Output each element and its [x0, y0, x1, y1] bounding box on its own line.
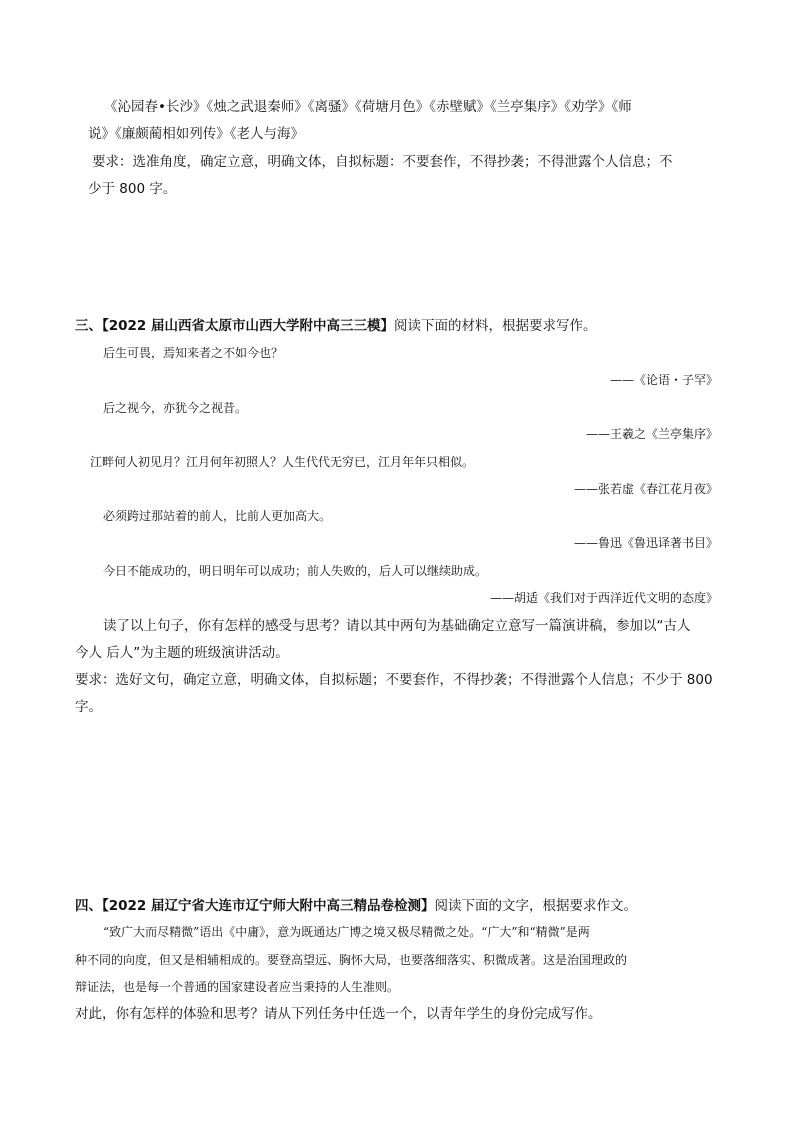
quote-4-attribution: ——鲁迅《鲁迅译著书目》 — [573, 536, 718, 550]
quote-1-text: 后生可畏，焉知来者之不如今也？ — [103, 346, 284, 360]
requirement-line-1: 要求：选准角度，确定立意，明确文体，自拟标题：不要套作，不得抄袭；不得泄露个人信息；不 — [92, 154, 673, 170]
quote-5-text: 今日不能成功的，明日明年可以成功；前人失败的，后人可以继续助成。 — [103, 564, 488, 578]
question-3-header — [75, 316, 597, 336]
question-3-instruction: 阅读下面的材料，根据要求写作。 — [394, 318, 597, 334]
question-4-material-line-1: “致广大而尽精微”语出《中庸》，意为既通达广博之境又极尽精微之处。“广大”和“精微”是两 — [103, 925, 590, 939]
question-4-number: 四、 — [75, 898, 102, 914]
reading-list-line-1: 《沁园春•长沙》《烛之武退秦师》《离骚》《荷塘月色》《赤壁赋》《兰亭集序》《劝学》《师 — [104, 99, 632, 115]
quote-3-text: 江畔何人初见月？江月何年初照人？人生代代无穷已，江月年年只相似。 — [90, 455, 475, 469]
question-3-number: 三、 — [75, 318, 102, 334]
quote-1-attribution: ——《论语・子罕》 — [609, 373, 718, 387]
question-4-instruction: 阅读下面的文字，根据要求作文。 — [434, 898, 638, 914]
quote-4-text: 必须跨过那站着的前人，比前人更加高大。 — [103, 509, 332, 523]
question-3-task-line-1: 读了以上句子，你有怎样的感受与思考？请以其中两句为基础确定立意写一篇演讲稿，参加以“古人 — [103, 618, 691, 634]
question-4-material-line-2: 种不同的向度，但又是相辅相成的。要登高望远、胸怀大局，也要落细落实、积微成著。这是治国理政的 — [75, 953, 628, 967]
quote-2-attribution: ——王羲之《兰亭集序》 — [585, 427, 718, 441]
quote-2-text: 后之视今，亦犹今之视昔。 — [103, 401, 248, 415]
question-4-source: 【2022 届辽宁省大连市辽宁师大附中高三精品卷检测】 — [102, 898, 435, 914]
reading-list-line-2: 说》《廉颇蔺相如列传》《老人与海》 — [88, 126, 304, 142]
question-4-material-line-3: 辩证法，也是每一个普通的国家建设者应当秉持的人生准则。 — [75, 980, 400, 994]
requirement-line-2: 少于 800 字。 — [88, 181, 177, 197]
question-3-task-line-2: 今人 后人”为主题的班级演讲活动。 — [75, 645, 289, 661]
question-4-header — [75, 896, 637, 916]
quote-3-attribution: ——张若虚《春江花月夜》 — [573, 482, 718, 496]
question-4-task-line: 对此，你有怎样的体验和思考？请从下列任务中任选一个，以青年学生的身份完成写作。 — [75, 1006, 602, 1022]
question-3-requirement-line-2: 字。 — [75, 699, 102, 715]
question-3-source: 【2022 届山西省太原市山西大学附中高三三模】 — [102, 318, 395, 334]
quote-5-attribution: ——胡适《我们对于西洋近代文明的态度》 — [489, 591, 718, 605]
question-3-requirement-line-1: 要求：选好文句，确定立意，明确文体，自拟标题；不要套作，不得抄袭；不得泄露个人信息；不少于 800 — [75, 672, 713, 688]
